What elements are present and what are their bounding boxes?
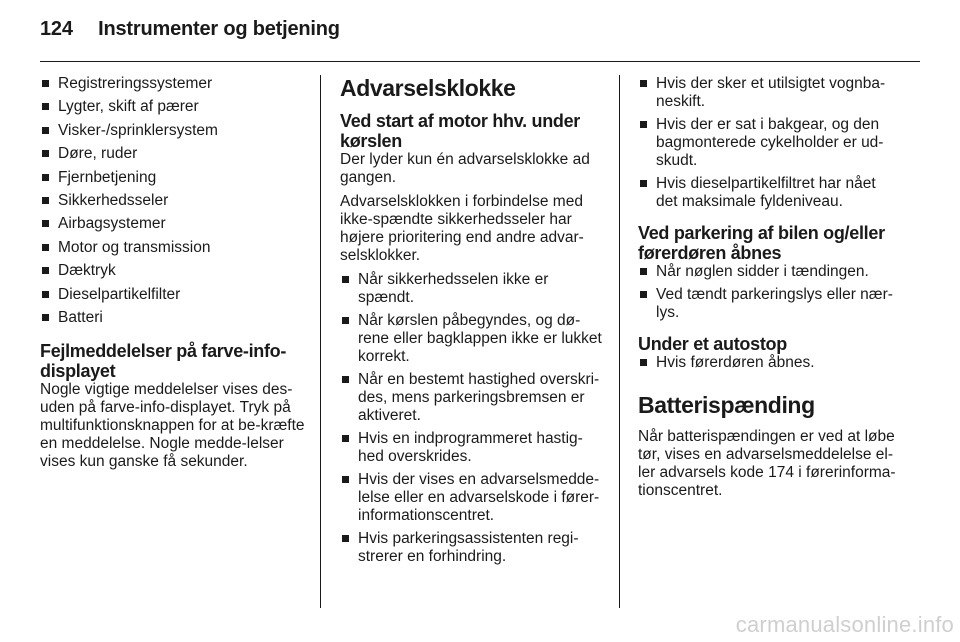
column-2	[340, 75, 602, 571]
header-rule	[40, 61, 920, 62]
section-heading-fejlmeddelelser: Fejlmeddelelser på farve-info-displayet	[40, 340, 287, 381]
paragraph-fejlmeddelelser: Nogle vigtige meddelelser vises des-uden på farve-info-displayet. Tryk på multifunktionsknappen for at be-kræfte en meddelelse. Nogle medde-lelser vises kun ganske få sekunder.	[40, 380, 305, 470]
subsection-heading-autostop: Under et autostop	[638, 334, 787, 354]
list-item: Dieselpartikelfilter	[40, 286, 312, 304]
list-item: Hvis en indprogrammeret hastig-hed overskrides.	[340, 430, 602, 466]
list-item: Når en bestemt hastighed overskri-des, mens parkeringsbremsen er aktiveret.	[340, 371, 602, 425]
paragraph-batterispaending: Når batterispændingen er ved at løbe tør, vises en advarselsmeddelelse el-ler advarsels kode 174 i førerinforma-tionscentret.	[638, 428, 896, 499]
list-item: Fjernbetjening	[40, 169, 312, 187]
column-divider-1	[320, 75, 321, 608]
list-item: Airbagsystemer	[40, 215, 312, 233]
list-item: Hvis der vises en advarselsmedde-lelse eller en advarselskode i fører-informationscentret.	[340, 471, 602, 525]
list-item: Hvis der sker et utilsigtet vognba-neskift.	[638, 75, 900, 111]
subsection-heading-parkering: Ved parkering af bilen og/eller førerdøren åbnes	[638, 223, 885, 263]
autostop-conditions-list	[638, 354, 900, 372]
list-item: Hvis førerdøren åbnes.	[638, 354, 900, 372]
column-divider-2	[619, 75, 620, 608]
watermark-logo: carmanualsonline.info	[735, 612, 954, 637]
list-item: Visker-/sprinklersystem	[40, 122, 312, 140]
list-item: Batteri	[40, 309, 312, 327]
list-item: Når nøglen sidder i tændingen.	[638, 263, 900, 281]
list-item: Når sikkerhedsselen ikke er spændt.	[340, 271, 602, 307]
parking-conditions-list	[638, 263, 900, 322]
list-item: Lygter, skift af pærer	[40, 98, 312, 116]
subsection-heading-start: Ved start af motor hhv. under kørslen	[340, 111, 581, 151]
list-item: Hvis dieselpartikelfiltret har nået det maksimale fyldeniveau.	[638, 175, 900, 211]
list-item: Motor og transmission	[40, 239, 312, 257]
column-3	[638, 75, 900, 506]
section-title-batterispaending: Batterispænding	[638, 392, 815, 418]
page-number: 124	[40, 18, 73, 40]
section-title-advarselsklokke: Advarselsklokke	[340, 75, 516, 101]
paragraph-one-chime: Der lyder kun én advarselsklokke ad gangen.	[340, 151, 590, 186]
list-item: Sikkerhedsseler	[40, 192, 312, 210]
page-header	[40, 18, 340, 41]
chapter-title: Instrumenter og betjening	[98, 18, 340, 40]
list-item: Dæktryk	[40, 262, 312, 280]
list-item: Hvis parkeringsassistenten regi-strerer en forhindring.	[340, 530, 602, 566]
list-item: Registreringssystemer	[40, 75, 312, 93]
column-1	[40, 75, 312, 477]
list-item: Ved tændt parkeringslys eller nær-lys.	[638, 286, 900, 322]
list-item: Når kørslen påbegyndes, og dø-rene eller bagklappen ikke er lukket korrekt.	[340, 312, 602, 366]
list-item: Døre, ruder	[40, 145, 312, 163]
system-list	[40, 75, 312, 327]
chime-conditions-list	[340, 271, 602, 566]
list-item: Hvis der er sat i bakgear, og den bagmonterede cykelholder er ud-skudt.	[638, 116, 900, 170]
paragraph-priority: Advarselsklokken i forbindelse med ikke-spændte sikkerhedsseler har højere prioritering end andre advar-selsklokker.	[340, 193, 584, 264]
chime-conditions-list-cont	[638, 75, 900, 211]
